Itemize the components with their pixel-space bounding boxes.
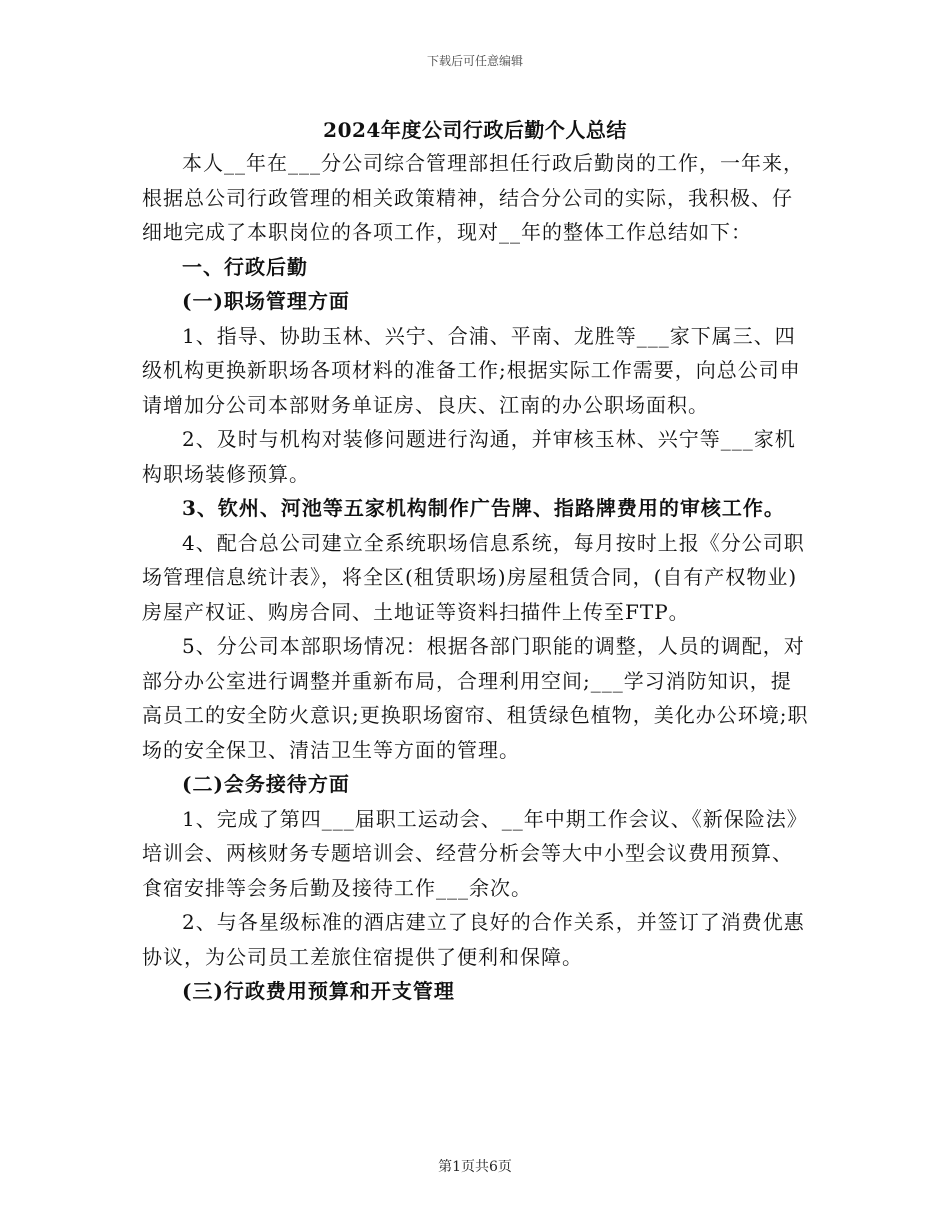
page-header: 下载后可任意编辑 [426, 54, 523, 68]
paragraph-item-5: 5、分公司本部职场情况：根据各部门职能的调整，人员的调配，对部分办公室进行调整并重新布局，合理利用空间;___学习消防知识，提高员工的安全防火意识;更换职场窗帘、租赁绿色植物，美化办公环境;职场的安全保卫、清洁卫生等方面的管理。 [142, 634, 809, 762]
paragraph-item-2: 2、及时与机构对装修问题进行沟通，并审核玉林、兴宁等___家机构职场装修预算。 [142, 427, 796, 486]
document-body [142, 146, 810, 1009]
page-footer: 第1页共6页 [438, 1159, 512, 1175]
paragraph-meeting-2: 2、与各星级标准的酒店建立了良好的合作关系，并签订了消费优惠协议，为公司员工差旅住宿提供了便利和保障。 [142, 910, 805, 969]
subsection-heading-2: (二)会务接待方面 [182, 772, 350, 796]
subsection-heading-3: (三)行政费用预算和开支管理 [182, 979, 455, 1003]
intro-paragraph: 本人__年在___分公司综合管理部担任行政后勤岗的工作，一年来，根据总公司行政管理的相关政策精神，结合分公司的实际，我积极、仔细地完成了本职岗位的各项工作，现对__年的整体工作总结如下： [142, 151, 804, 244]
paragraph-item-4: 4、配合总公司建立全系统职场信息系统，每月按时上报《分公司职场管理信息统计表》，将全区(租赁职场)房屋租赁合同，(自有产权物业)房屋产权证、购房合同、土地证等资料扫描件上传至FTP。 [142, 530, 805, 624]
subsection-heading-1: (一)职场管理方面 [182, 289, 350, 313]
document-title: 2024年度公司行政后勤个人总结 [323, 118, 627, 142]
paragraph-meeting-1: 1、完成了第四___届职工运动会、__年中期工作会议、《新保险法》培训会、两核财务专题培训会、经营分析会等大中小型会议费用预算、食宿安排等会务后勤及接待工作___余次。 [142, 806, 808, 900]
paragraph-item-1: 1、指导、协助玉林、兴宁、合浦、平南、龙胜等___家下属三、四级机构更换新职场各项材料的准备工作;根据实际工作需要，向总公司申请增加分公司本部财务单证房、良庆、江南的办公职场面积。 [142, 323, 801, 417]
section-heading-1: 一、行政后勤 [182, 254, 308, 279]
paragraph-item-3: 3、钦州、河池等五家机构制作广告牌、指路牌费用的审核工作。 [182, 496, 785, 520]
